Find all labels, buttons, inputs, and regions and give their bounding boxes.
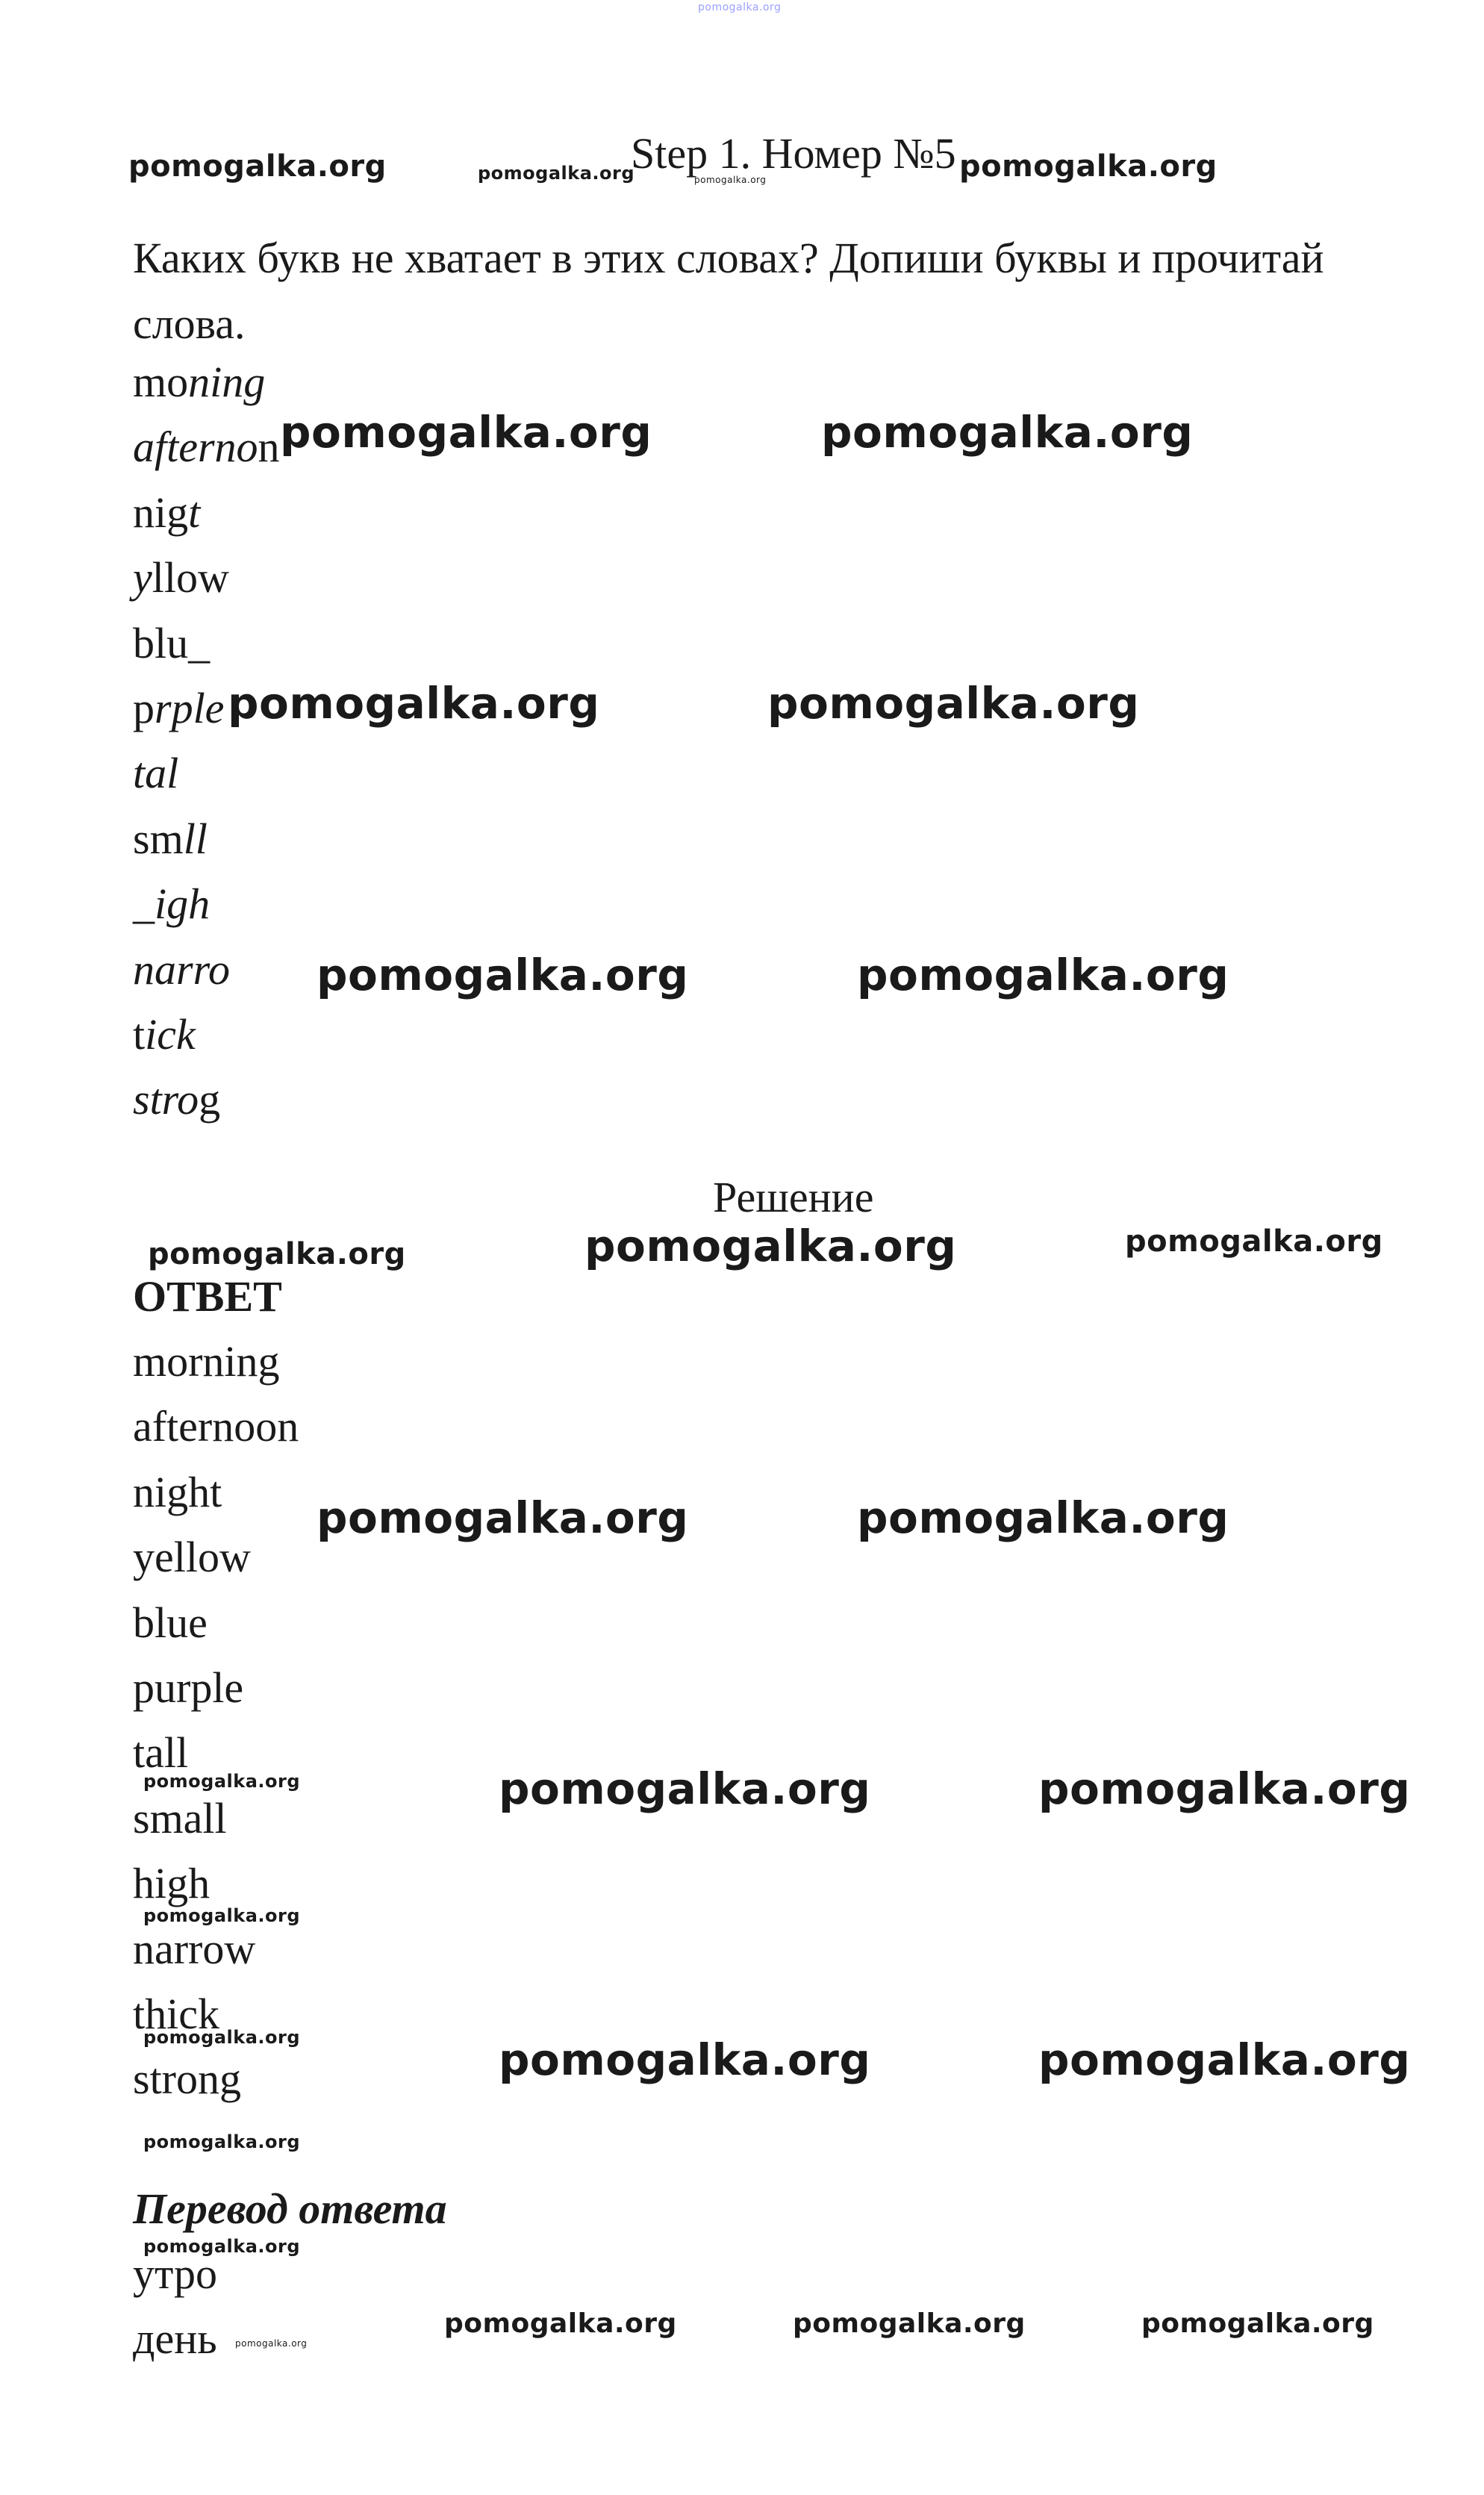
task-word-italic-part: ick	[145, 1010, 196, 1059]
watermark: pomogalka.org	[1038, 2034, 1411, 2085]
translation-word: день	[133, 2314, 217, 2364]
task-word	[133, 422, 280, 472]
task-word	[133, 357, 265, 407]
task-word-italic-part: ll	[183, 814, 208, 863]
answer-word: strong	[133, 2055, 241, 2104]
task-word-italic-part: y	[133, 553, 152, 602]
watermark: pomogalka.org	[793, 2308, 1026, 2339]
watermark: pomogalka.org	[317, 950, 689, 1000]
answer-word: yellow	[133, 1533, 251, 1582]
task-word-italic-part: afterno	[133, 423, 258, 472]
task-word	[133, 488, 200, 538]
watermark: pomogalka.org	[478, 163, 635, 184]
watermark: pomogalka.org	[959, 149, 1218, 184]
watermark: pomogalka.org	[694, 175, 767, 185]
watermark: pomogalka.org	[584, 1221, 957, 1271]
watermark: pomogalka.org	[767, 678, 1140, 729]
task-word-italic-part: rple	[155, 684, 225, 732]
watermark: pomogalka.org	[857, 1492, 1229, 1543]
answer-word: small	[133, 1793, 227, 1843]
answer-word: morning	[133, 1337, 280, 1386]
task-word	[133, 1074, 220, 1124]
answer-word: high	[133, 1859, 211, 1908]
task-word	[133, 748, 178, 798]
task-word	[133, 814, 208, 864]
task-word-italic-part: ning	[188, 358, 266, 406]
watermark: pomogalka.org	[128, 149, 387, 184]
watermark: pomogalka.org	[143, 1771, 301, 1792]
task-word	[133, 944, 230, 994]
translation-heading: Перевод ответа	[133, 2184, 447, 2233]
watermark: pomogalka.org	[228, 678, 600, 729]
task-word-plain-part: mo	[133, 358, 189, 406]
answer-word: narrow	[133, 1924, 256, 1973]
watermark: pomogalka.org	[499, 1763, 871, 1814]
answer-word: night	[133, 1467, 222, 1516]
watermark: pomogalka.org	[499, 2034, 871, 2085]
task-word-plain-part: sm	[133, 814, 184, 863]
watermark: pomogalka.org	[1141, 2308, 1374, 2339]
answer-word: afternoon	[133, 1402, 299, 1451]
task-word	[133, 683, 224, 733]
task-word	[133, 618, 210, 668]
answer-word: purple	[133, 1663, 244, 1712]
watermark: pomogalka.org	[821, 407, 1194, 458]
watermark: pomogalka.org	[143, 2236, 301, 2257]
task-word	[133, 552, 229, 602]
task-word-plain-part: llow	[152, 553, 229, 602]
task-word-plain-part: g	[199, 1075, 221, 1124]
watermark: pomogalka.org	[317, 1492, 689, 1543]
answer-word: thick	[133, 1990, 219, 2038]
task-word-plain-part: p	[133, 684, 155, 732]
watermark: pomogalka.org	[857, 950, 1229, 1000]
task-word-italic-part: narro	[133, 944, 230, 994]
translation-word: утро	[133, 2249, 218, 2298]
watermark-top: pomogalka.org	[698, 1, 782, 13]
task-word-plain-part: blu_	[133, 618, 211, 667]
task-word-italic-part: tal	[133, 749, 179, 798]
answer-word: blue	[133, 1598, 208, 1647]
task-word-plain-part: n	[258, 423, 280, 472]
watermark: pomogalka.org	[235, 2338, 308, 2349]
task-word-italic-part: t	[188, 488, 201, 537]
watermark: pomogalka.org	[280, 407, 652, 458]
task-word-plain-part: nig	[133, 488, 189, 537]
watermark: pomogalka.org	[444, 2308, 677, 2339]
solution-heading: Решение	[713, 1173, 874, 1221]
watermark: pomogalka.org	[143, 1905, 301, 1926]
answer-word: tall	[133, 1728, 189, 1778]
watermark: pomogalka.org	[1038, 1763, 1411, 1814]
task-word-plain-part: t	[133, 1010, 146, 1059]
page-title: Step 1. Номер №5	[631, 129, 956, 178]
watermark: pomogalka.org	[143, 2027, 301, 2048]
watermark: pomogalka.org	[143, 2131, 301, 2152]
watermark: pomogalka.org	[1125, 1224, 1383, 1259]
task-text: Каких букв не хватает в этих словах? Допиши буквы и прочитай слова.	[133, 234, 1324, 348]
task-word-italic-part: _igh	[133, 879, 211, 929]
answer-heading: ОТВЕТ	[133, 1272, 282, 1321]
task-word-italic-part: stro	[133, 1075, 199, 1124]
task-word	[133, 1009, 196, 1059]
watermark: pomogalka.org	[148, 1237, 406, 1271]
task-word	[133, 879, 210, 929]
